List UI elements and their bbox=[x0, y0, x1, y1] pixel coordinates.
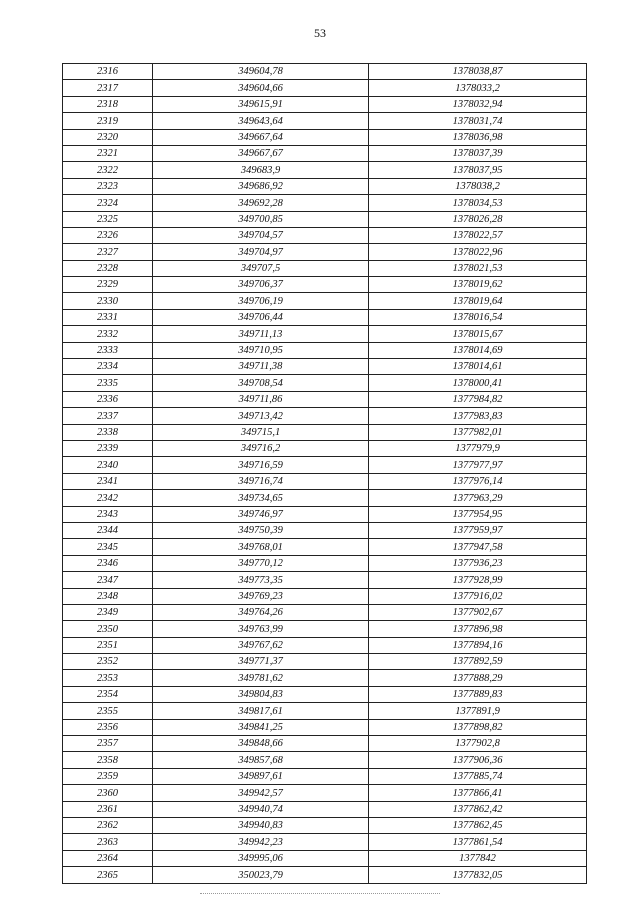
table-row bbox=[63, 457, 587, 473]
x-coordinate-cell: 349771,37 bbox=[153, 654, 369, 670]
x-coordinate-cell: 349848,66 bbox=[153, 736, 369, 752]
y-coordinate-cell: 1378036,98 bbox=[369, 129, 587, 145]
point-number-cell: 2324 bbox=[63, 195, 153, 211]
y-coordinate-cell: 1377832,05 bbox=[369, 867, 587, 883]
x-coordinate-cell: 349711,13 bbox=[153, 326, 369, 342]
x-coordinate-cell: 349746,97 bbox=[153, 506, 369, 522]
table-row bbox=[63, 113, 587, 129]
y-coordinate-cell: 1377954,95 bbox=[369, 506, 587, 522]
point-number-cell: 2363 bbox=[63, 834, 153, 850]
x-coordinate-cell: 349897,61 bbox=[153, 768, 369, 784]
x-coordinate-cell: 349942,57 bbox=[153, 785, 369, 801]
y-coordinate-cell: 1377842 bbox=[369, 850, 587, 866]
coordinates-table-body bbox=[63, 64, 587, 884]
x-coordinate-cell: 349716,74 bbox=[153, 473, 369, 489]
table-row bbox=[63, 326, 587, 342]
point-number-cell: 2362 bbox=[63, 817, 153, 833]
point-number-cell: 2358 bbox=[63, 752, 153, 768]
point-number-cell: 2350 bbox=[63, 621, 153, 637]
table-row bbox=[63, 178, 587, 194]
y-coordinate-cell: 1378038,87 bbox=[369, 64, 587, 80]
table-row bbox=[63, 801, 587, 817]
y-coordinate-cell: 1377979,9 bbox=[369, 440, 587, 456]
table-row bbox=[63, 129, 587, 145]
point-number-cell: 2340 bbox=[63, 457, 153, 473]
table-row bbox=[63, 637, 587, 653]
table-row bbox=[63, 736, 587, 752]
table-row bbox=[63, 293, 587, 309]
x-coordinate-cell: 349615,91 bbox=[153, 96, 369, 112]
x-coordinate-cell: 349667,64 bbox=[153, 129, 369, 145]
y-coordinate-cell: 1377983,83 bbox=[369, 408, 587, 424]
table-row bbox=[63, 490, 587, 506]
point-number-cell: 2352 bbox=[63, 654, 153, 670]
coordinates-table bbox=[62, 63, 587, 884]
x-coordinate-cell: 349700,85 bbox=[153, 211, 369, 227]
y-coordinate-cell: 1378034,53 bbox=[369, 195, 587, 211]
table-row bbox=[63, 424, 587, 440]
x-coordinate-cell: 349750,39 bbox=[153, 522, 369, 538]
point-number-cell: 2317 bbox=[63, 80, 153, 96]
x-coordinate-cell: 349706,44 bbox=[153, 309, 369, 325]
table-row bbox=[63, 260, 587, 276]
y-coordinate-cell: 1377936,23 bbox=[369, 555, 587, 571]
table-row bbox=[63, 145, 587, 161]
table-row bbox=[63, 654, 587, 670]
table-row bbox=[63, 195, 587, 211]
y-coordinate-cell: 1377896,98 bbox=[369, 621, 587, 637]
y-coordinate-cell: 1377902,67 bbox=[369, 604, 587, 620]
y-coordinate-cell: 1378014,69 bbox=[369, 342, 587, 358]
y-coordinate-cell: 1377888,29 bbox=[369, 670, 587, 686]
point-number-cell: 2353 bbox=[63, 670, 153, 686]
table-row bbox=[63, 522, 587, 538]
point-number-cell: 2343 bbox=[63, 506, 153, 522]
x-coordinate-cell: 349711,86 bbox=[153, 391, 369, 407]
y-coordinate-cell: 1377892,59 bbox=[369, 654, 587, 670]
y-coordinate-cell: 1378037,95 bbox=[369, 162, 587, 178]
y-coordinate-cell: 1378031,74 bbox=[369, 113, 587, 129]
table-row bbox=[63, 162, 587, 178]
x-coordinate-cell: 349686,92 bbox=[153, 178, 369, 194]
y-coordinate-cell: 1377977,97 bbox=[369, 457, 587, 473]
y-coordinate-cell: 1377862,45 bbox=[369, 817, 587, 833]
point-number-cell: 2335 bbox=[63, 375, 153, 391]
table-row bbox=[63, 375, 587, 391]
x-coordinate-cell: 349804,83 bbox=[153, 686, 369, 702]
point-number-cell: 2356 bbox=[63, 719, 153, 735]
y-coordinate-cell: 1378000,41 bbox=[369, 375, 587, 391]
table-row bbox=[63, 621, 587, 637]
point-number-cell: 2316 bbox=[63, 64, 153, 80]
x-coordinate-cell: 349764,26 bbox=[153, 604, 369, 620]
point-number-cell: 2357 bbox=[63, 736, 153, 752]
x-coordinate-cell: 349713,42 bbox=[153, 408, 369, 424]
table-row bbox=[63, 686, 587, 702]
table-row bbox=[63, 752, 587, 768]
point-number-cell: 2361 bbox=[63, 801, 153, 817]
point-number-cell: 2341 bbox=[63, 473, 153, 489]
x-coordinate-cell: 349704,97 bbox=[153, 244, 369, 260]
point-number-cell: 2323 bbox=[63, 178, 153, 194]
x-coordinate-cell: 349773,35 bbox=[153, 572, 369, 588]
x-coordinate-cell: 349708,54 bbox=[153, 375, 369, 391]
table-row bbox=[63, 850, 587, 866]
x-coordinate-cell: 349716,59 bbox=[153, 457, 369, 473]
point-number-cell: 2346 bbox=[63, 555, 153, 571]
y-coordinate-cell: 1378016,54 bbox=[369, 309, 587, 325]
y-coordinate-cell: 1377928,99 bbox=[369, 572, 587, 588]
x-coordinate-cell: 349710,95 bbox=[153, 342, 369, 358]
y-coordinate-cell: 1378015,67 bbox=[369, 326, 587, 342]
y-coordinate-cell: 1378021,53 bbox=[369, 260, 587, 276]
point-number-cell: 2355 bbox=[63, 703, 153, 719]
x-coordinate-cell: 349716,2 bbox=[153, 440, 369, 456]
y-coordinate-cell: 1378019,62 bbox=[369, 277, 587, 293]
y-coordinate-cell: 1378033,2 bbox=[369, 80, 587, 96]
y-coordinate-cell: 1377898,82 bbox=[369, 719, 587, 735]
table-row bbox=[63, 96, 587, 112]
point-number-cell: 2360 bbox=[63, 785, 153, 801]
y-coordinate-cell: 1378022,57 bbox=[369, 227, 587, 243]
x-coordinate-cell: 349683,9 bbox=[153, 162, 369, 178]
point-number-cell: 2330 bbox=[63, 293, 153, 309]
y-coordinate-cell: 1377984,82 bbox=[369, 391, 587, 407]
y-coordinate-cell: 1377894,16 bbox=[369, 637, 587, 653]
x-coordinate-cell: 349781,62 bbox=[153, 670, 369, 686]
point-number-cell: 2332 bbox=[63, 326, 153, 342]
point-number-cell: 2321 bbox=[63, 145, 153, 161]
y-coordinate-cell: 1378032,94 bbox=[369, 96, 587, 112]
table-row bbox=[63, 785, 587, 801]
x-coordinate-cell: 349940,83 bbox=[153, 817, 369, 833]
point-number-cell: 2325 bbox=[63, 211, 153, 227]
y-coordinate-cell: 1377862,42 bbox=[369, 801, 587, 817]
point-number-cell: 2327 bbox=[63, 244, 153, 260]
y-coordinate-cell: 1377976,14 bbox=[369, 473, 587, 489]
point-number-cell: 2349 bbox=[63, 604, 153, 620]
x-coordinate-cell: 349940,74 bbox=[153, 801, 369, 817]
point-number-cell: 2339 bbox=[63, 440, 153, 456]
x-coordinate-cell: 349692,28 bbox=[153, 195, 369, 211]
x-coordinate-cell: 349857,68 bbox=[153, 752, 369, 768]
x-coordinate-cell: 349767,62 bbox=[153, 637, 369, 653]
table-row bbox=[63, 309, 587, 325]
y-coordinate-cell: 1378038,2 bbox=[369, 178, 587, 194]
page-number: 53 bbox=[314, 26, 326, 40]
bottom-rule bbox=[200, 893, 440, 895]
y-coordinate-cell: 1377916,02 bbox=[369, 588, 587, 604]
y-coordinate-cell: 1377889,83 bbox=[369, 686, 587, 702]
table-row bbox=[63, 768, 587, 784]
point-number-cell: 2336 bbox=[63, 391, 153, 407]
point-number-cell: 2337 bbox=[63, 408, 153, 424]
table-row bbox=[63, 834, 587, 850]
x-coordinate-cell: 349770,12 bbox=[153, 555, 369, 571]
table-row bbox=[63, 80, 587, 96]
table-row bbox=[63, 604, 587, 620]
y-coordinate-cell: 1378014,61 bbox=[369, 359, 587, 375]
y-coordinate-cell: 1378026,28 bbox=[369, 211, 587, 227]
y-coordinate-cell: 1377866,41 bbox=[369, 785, 587, 801]
point-number-cell: 2338 bbox=[63, 424, 153, 440]
x-coordinate-cell: 349942,23 bbox=[153, 834, 369, 850]
y-coordinate-cell: 1377902,8 bbox=[369, 736, 587, 752]
x-coordinate-cell: 349763,99 bbox=[153, 621, 369, 637]
table-row bbox=[63, 359, 587, 375]
point-number-cell: 2331 bbox=[63, 309, 153, 325]
table-row bbox=[63, 555, 587, 571]
table-row bbox=[63, 588, 587, 604]
point-number-cell: 2348 bbox=[63, 588, 153, 604]
point-number-cell: 2365 bbox=[63, 867, 153, 883]
x-coordinate-cell: 349706,19 bbox=[153, 293, 369, 309]
x-coordinate-cell: 349643,64 bbox=[153, 113, 369, 129]
y-coordinate-cell: 1378022,96 bbox=[369, 244, 587, 260]
point-number-cell: 2322 bbox=[63, 162, 153, 178]
x-coordinate-cell: 350023,79 bbox=[153, 867, 369, 883]
point-number-cell: 2319 bbox=[63, 113, 153, 129]
table-row bbox=[63, 867, 587, 883]
y-coordinate-cell: 1377906,36 bbox=[369, 752, 587, 768]
point-number-cell: 2351 bbox=[63, 637, 153, 653]
table-row bbox=[63, 227, 587, 243]
x-coordinate-cell: 349604,66 bbox=[153, 80, 369, 96]
y-coordinate-cell: 1377947,58 bbox=[369, 539, 587, 555]
table-row bbox=[63, 440, 587, 456]
table-row bbox=[63, 244, 587, 260]
x-coordinate-cell: 349704,57 bbox=[153, 227, 369, 243]
point-number-cell: 2347 bbox=[63, 572, 153, 588]
point-number-cell: 2344 bbox=[63, 522, 153, 538]
table-row bbox=[63, 719, 587, 735]
point-number-cell: 2326 bbox=[63, 227, 153, 243]
x-coordinate-cell: 349715,1 bbox=[153, 424, 369, 440]
x-coordinate-cell: 349604,78 bbox=[153, 64, 369, 80]
y-coordinate-cell: 1377963,29 bbox=[369, 490, 587, 506]
x-coordinate-cell: 349711,38 bbox=[153, 359, 369, 375]
point-number-cell: 2359 bbox=[63, 768, 153, 784]
table-row bbox=[63, 473, 587, 489]
point-number-cell: 2364 bbox=[63, 850, 153, 866]
y-coordinate-cell: 1377885,74 bbox=[369, 768, 587, 784]
y-coordinate-cell: 1378037,39 bbox=[369, 145, 587, 161]
table-row bbox=[63, 408, 587, 424]
point-number-cell: 2334 bbox=[63, 359, 153, 375]
x-coordinate-cell: 349995,06 bbox=[153, 850, 369, 866]
table-row bbox=[63, 817, 587, 833]
point-number-cell: 2329 bbox=[63, 277, 153, 293]
point-number-cell: 2320 bbox=[63, 129, 153, 145]
table-row bbox=[63, 211, 587, 227]
table-row bbox=[63, 277, 587, 293]
point-number-cell: 2342 bbox=[63, 490, 153, 506]
y-coordinate-cell: 1377959,97 bbox=[369, 522, 587, 538]
table-row bbox=[63, 64, 587, 80]
point-number-cell: 2333 bbox=[63, 342, 153, 358]
x-coordinate-cell: 349734,65 bbox=[153, 490, 369, 506]
table-row bbox=[63, 572, 587, 588]
table-row bbox=[63, 342, 587, 358]
x-coordinate-cell: 349841,25 bbox=[153, 719, 369, 735]
point-number-cell: 2318 bbox=[63, 96, 153, 112]
table-row bbox=[63, 539, 587, 555]
x-coordinate-cell: 349707,5 bbox=[153, 260, 369, 276]
y-coordinate-cell: 1377861,54 bbox=[369, 834, 587, 850]
y-coordinate-cell: 1377982,01 bbox=[369, 424, 587, 440]
table-row bbox=[63, 670, 587, 686]
x-coordinate-cell: 349667,67 bbox=[153, 145, 369, 161]
x-coordinate-cell: 349769,23 bbox=[153, 588, 369, 604]
x-coordinate-cell: 349768,01 bbox=[153, 539, 369, 555]
x-coordinate-cell: 349706,37 bbox=[153, 277, 369, 293]
x-coordinate-cell: 349817,61 bbox=[153, 703, 369, 719]
table-row bbox=[63, 703, 587, 719]
point-number-cell: 2345 bbox=[63, 539, 153, 555]
table-row bbox=[63, 391, 587, 407]
point-number-cell: 2354 bbox=[63, 686, 153, 702]
y-coordinate-cell: 1378019,64 bbox=[369, 293, 587, 309]
point-number-cell: 2328 bbox=[63, 260, 153, 276]
y-coordinate-cell: 1377891,9 bbox=[369, 703, 587, 719]
table-row bbox=[63, 506, 587, 522]
